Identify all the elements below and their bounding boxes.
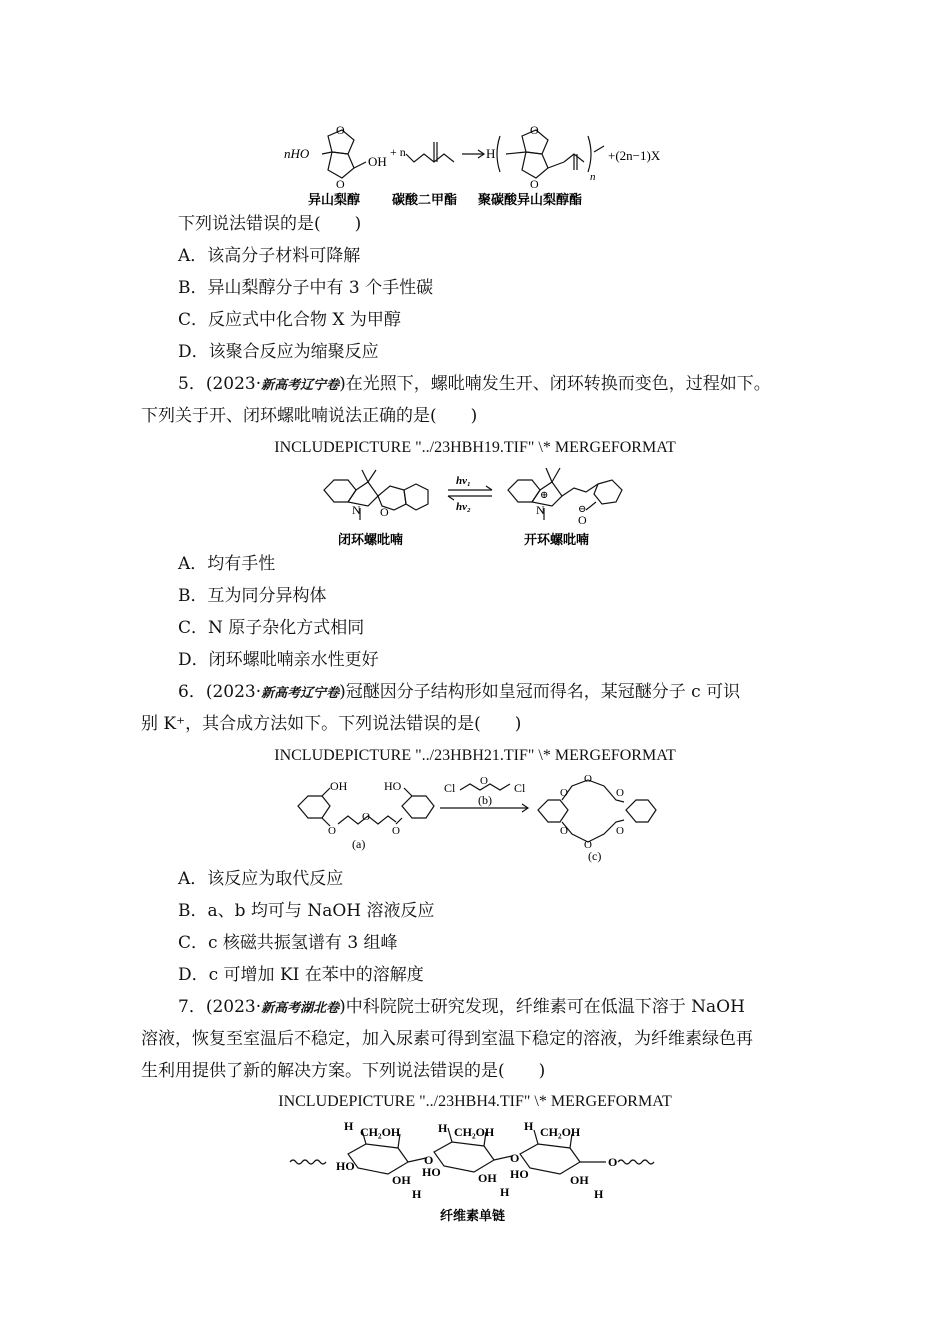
r1-HO: HO [336,1159,355,1173]
q5-option-b: B．互为同分异构体 [178,586,327,606]
open-N: N [536,503,545,517]
q5-number: 5．(2023· [178,374,262,394]
q6-includepicture: INCLUDEPICTURE "../23HBH21.TIF" \* MERGEFORMAT [274,747,676,764]
r1-OH: OH [392,1173,411,1187]
c-O-3: O [616,787,624,799]
r2-OH: OH [478,1171,497,1185]
q6-option-d: D．c 可增加 KI 在苯中的溶解度 [178,965,424,985]
caption-cellulose: 纤维素单链 [440,1209,506,1224]
spiropyran-svg [316,462,646,550]
r2-HO: HO [422,1165,441,1179]
link-O-1: O [424,1153,434,1167]
label-c: (c) [588,849,602,863]
caption-isosorbide: 异山梨醇 [308,193,361,208]
q7-stem-line1 [178,996,745,1020]
open-O: O [578,513,587,527]
figure-cellulose-chain [288,1118,668,1226]
label-tail: +(2n−1)X [608,148,661,163]
c-O-1: O [560,787,568,799]
link-O-3: O [608,1155,618,1169]
caption-polycarbonate: 聚碳酸异山梨醇酯 [478,193,583,208]
q5-option-c: C．N 原子杂化方式相同 [178,618,365,638]
open-plus: ⊕ [540,490,549,501]
label-O-bottom: O [336,177,345,191]
q5-source: 新高考辽宁卷 [261,378,340,393]
a-O-3: O [392,825,400,837]
q4-option-a: A．该高分子材料可降解 [178,246,361,266]
r3-H-bottom: H [594,1187,604,1201]
label-b: (b) [478,793,492,807]
caption-dimethyl-carbonate: 碳酸二甲酯 [392,193,458,208]
q7-stem-line2: 溶液，恢复至室温后不稳定，加入尿素可得到室温下稳定的溶液，为纤维素绿色再 [141,1029,753,1049]
r3-OH: OH [570,1173,589,1187]
q6-number: 6．(2023· [178,682,262,702]
c-O-4: O [560,825,568,837]
q5-stem-line2: 下列关于开、闭环螺吡喃说法正确的是( ) [141,406,478,426]
q6-source: 新高考辽宁卷 [261,686,340,701]
caption-open-spiropyran: 开环螺吡喃 [524,533,590,548]
b-Cl-left: Cl [444,781,456,795]
a-HO: HO [384,779,402,793]
r3-HO: HO [510,1167,529,1181]
q7-includepicture: INCLUDEPICTURE "../23HBH4.TIF" \* MERGEFORMAT [278,1093,672,1110]
q4-option-d: D．该聚合反应为缩聚反应 [178,342,379,362]
closed-O: O [380,505,389,519]
q6-text1: )冠醚因分子结构形如皇冠而得名，某冠醚分子 c 可识 [339,682,741,702]
figure-crown-ether-synthesis [292,772,662,864]
q4-option-c: C．反应式中化合物 X 为甲醇 [178,310,401,330]
open-minus: ⊖ [578,504,587,515]
figure-spiropyran [316,462,646,550]
r1-H-bottom: H [412,1187,422,1201]
r3-CH2OH: CH₂OH [540,1125,581,1139]
c-O-6: O [616,825,624,837]
r1-CH2OH: CH₂OH [360,1125,401,1139]
label-O-poly-top: O [530,123,539,137]
q4-stem: 下列说法错误的是( ) [178,214,362,234]
label-OH: OH [368,154,387,169]
q7-text1: )中科院院士研究发现，纤维素可在低温下溶于 NaOH [339,997,745,1017]
r2-CH2OH: CH₂OH [454,1125,495,1139]
q6-option-a: A．该反应为取代反应 [178,869,344,889]
label-H: H [486,146,496,161]
label-n-subscript: n [590,171,596,183]
q5-stem-line1 [178,373,771,397]
r3-H: H [524,1119,534,1133]
q5-option-d: D．闭环螺吡喃亲水性更好 [178,650,379,670]
cellulose-svg [288,1118,668,1226]
label-plus-n: + n [390,145,406,159]
c-O-5: O [584,839,592,851]
r1-H: H [344,1119,354,1133]
q7-number: 7．(2023· [178,997,262,1017]
label-O-top: O [336,123,345,137]
label-a: (a) [352,837,366,851]
q4-option-b: B．异山梨醇分子中有 3 个手性碳 [178,278,434,298]
q7-source: 新高考湖北卷 [261,1001,340,1016]
q6-stem-line2: 别 K⁺，其合成方法如下。下列说法错误的是( ) [141,714,522,734]
caption-closed-spiropyran: 闭环螺吡喃 [338,533,404,548]
r2-H-bottom: H [500,1185,510,1199]
q5-option-a: A．均有手性 [178,554,276,574]
b-Cl-right: Cl [514,781,526,795]
crown-ether-svg [292,772,662,864]
q5-includepicture: INCLUDEPICTURE "../23HBH19.TIF" \* MERGEFORMAT [274,439,676,456]
scheme-svg [278,122,678,210]
figure-isosorbide-polymerization [278,122,678,210]
a-O-2: O [362,811,370,823]
b-O: O [480,775,488,787]
q6-stem-line1 [178,681,740,705]
label-nHO: nHO [284,146,310,161]
hv2-label: hν₂ [456,501,471,513]
link-O-2: O [510,1151,520,1165]
closed-N: N [352,503,361,517]
label-O-poly-bottom: O [530,177,539,191]
hv1-label: hν₁ [456,475,471,487]
q7-stem-line3: 生利用提供了新的解决方案。下列说法错误的是( ) [141,1061,546,1081]
q5-text1: )在光照下，螺吡喃发生开、闭环转换而变色，过程如下。 [339,374,771,394]
q6-option-b: B．a、b 均可与 NaOH 溶液反应 [178,901,435,921]
q6-option-c: C．c 核磁共振氢谱有 3 组峰 [178,933,398,953]
c-O-2: O [584,773,592,785]
a-O-1: O [328,825,336,837]
a-OH: OH [330,779,348,793]
r2-H: H [438,1121,448,1135]
